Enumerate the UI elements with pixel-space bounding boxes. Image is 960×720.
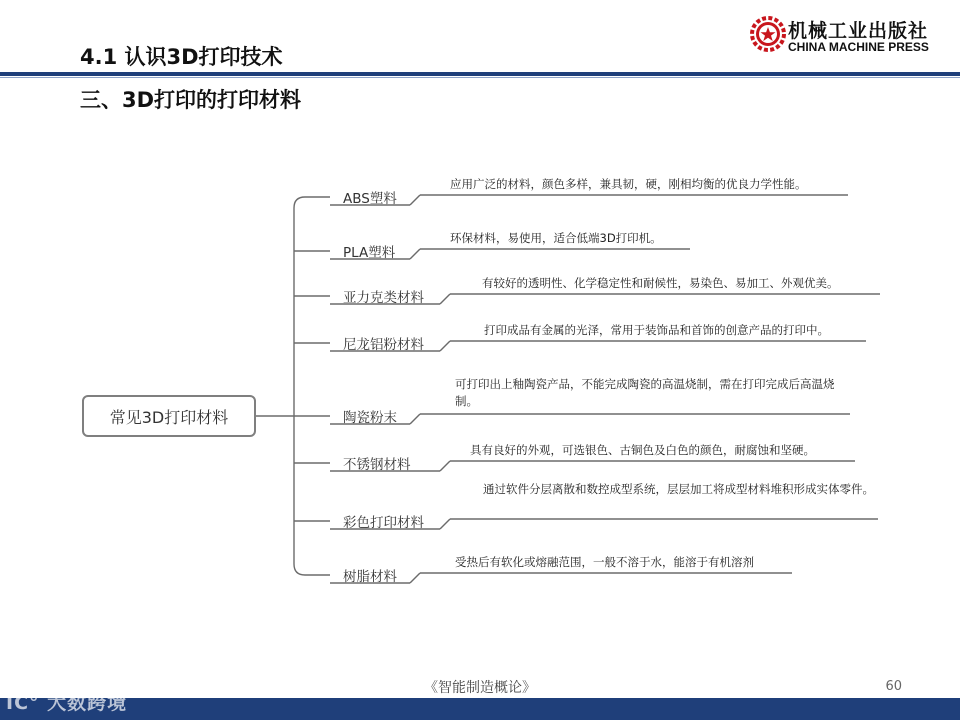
branch-label-acrylic: 亚力克类材料 — [343, 290, 424, 306]
branch-label-color: 彩色打印材料 — [343, 515, 424, 531]
branch-trunk — [294, 197, 305, 575]
section-title: 三、3D打印的打印材料 — [80, 88, 302, 112]
branch-label-abs: ABS塑料 — [343, 191, 397, 207]
watermark: IC° 大数跨境 — [6, 692, 128, 714]
branch-desc-acrylic: 有较好的透明性、化学稳定性和耐候性，易染色、易加工、外观优美。 — [482, 276, 839, 290]
branch-desc-ceramic: 可打印出上釉陶瓷产品，不能完成陶瓷的高温烧制，需在打印完成后高温烧制。 — [455, 377, 835, 408]
footer-bar — [0, 698, 960, 720]
branch-desc-steel: 具有良好的外观，可选银色、古铜色及白色的颜色，耐腐蚀和坚硬。 — [470, 443, 815, 457]
footer-book-title: 《智能制造概论》 — [424, 680, 536, 696]
branch-label-resin: 树脂材料 — [343, 569, 397, 585]
branch-label-pla: PLA塑料 — [343, 245, 396, 261]
page-number: 60 — [885, 679, 902, 694]
mindmap-root-node: 常见3D打印材料 — [82, 395, 256, 437]
branch-label-steel: 不锈钢材料 — [343, 457, 411, 473]
branch-desc-pla: 环保材料，易使用，适合低端3D打印机。 — [450, 231, 662, 245]
branch-desc-color: 通过软件分层离散和数控成型系统，层层加工将成型材料堆积形成实体零件。 — [483, 482, 874, 496]
branch-desc-resin: 受热后有软化或熔融范围，一般不溶于水，能溶于有机溶剂 — [455, 555, 754, 569]
publisher-name-cn: 机械工业出版社 — [788, 20, 929, 42]
publisher-name-en: CHINA MACHINE PRESS — [788, 40, 929, 54]
branch-desc-nylon: 打印成品有金属的光泽，常用于装饰品和首饰的创意产品的打印中。 — [484, 323, 829, 337]
branch-label-nylon: 尼龙铝粉材料 — [343, 337, 424, 353]
branch-label-ceramic: 陶瓷粉末 — [343, 410, 397, 426]
branch-desc-abs: 应用广泛的材料，颜色多样，兼具韧，硬，刚相均衡的优良力学性能。 — [450, 177, 807, 191]
slide-title: 4.1 认识3D打印技术 — [80, 45, 283, 69]
